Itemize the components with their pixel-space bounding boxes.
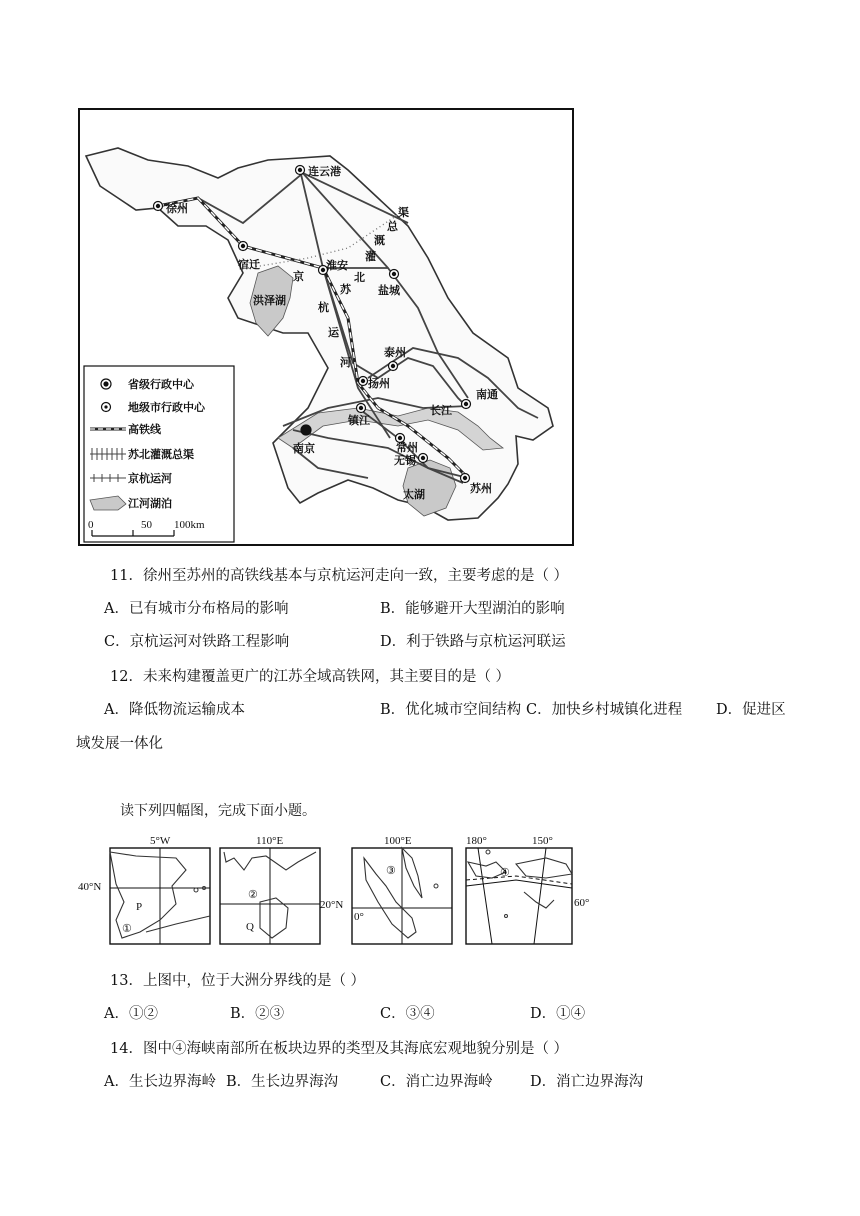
m1-lon: 5°W xyxy=(150,835,171,847)
q12-option-b[interactable]: B．优化城市空间结构 xyxy=(380,702,522,718)
q13-option-a[interactable]: A．①② xyxy=(104,1006,158,1022)
m3-num: ③ xyxy=(386,865,396,877)
q12-option-d-continuation: 域发展一体化 xyxy=(76,736,163,752)
city-yangzhou: 扬州 xyxy=(368,377,390,390)
city-changzhou: 常州 xyxy=(396,441,418,454)
four-small-maps xyxy=(76,828,606,950)
scale-zero: 0 xyxy=(88,519,94,531)
m4-lon1: 180° xyxy=(466,835,487,847)
legend-lakes: 江河湖泊 xyxy=(128,497,172,510)
canal-char-1: 京 xyxy=(293,270,304,283)
q13-stem: 13．上图中，位于大洲分界线的是（ ） xyxy=(110,973,366,989)
q11-option-a[interactable]: A．已有城市分布格局的影响 xyxy=(104,601,289,617)
scale-end: 100km xyxy=(174,519,205,531)
scale-mid: 50 xyxy=(141,519,152,531)
m1-lat: 40°N xyxy=(78,881,102,893)
small-map-4 xyxy=(466,835,589,944)
m3-lat: 0° xyxy=(354,911,364,923)
m4-lat: 60° xyxy=(574,897,590,909)
q14-stem: 14．图中④海峡南部所在板块边界的类型及其海底宏观地貌分别是（ ） xyxy=(110,1041,569,1057)
city-lianyungang: 连云港 xyxy=(308,165,341,178)
subei-char-4: 溉 xyxy=(374,234,385,247)
q14-option-a[interactable]: A．生长边界海岭 xyxy=(104,1074,216,1090)
subei-char-3: 灌 xyxy=(365,250,376,263)
city-nantong: 南通 xyxy=(476,388,498,401)
q11-option-b[interactable]: B．能够避开大型湖泊的影响 xyxy=(380,601,565,617)
q14-option-b[interactable]: B．生长边界海沟 xyxy=(226,1074,339,1090)
city-taizhou: 泰州 xyxy=(384,346,406,359)
q12-option-a[interactable]: A．降低物流运输成本 xyxy=(104,702,245,718)
q14-option-c[interactable]: C．消亡边界海岭 xyxy=(380,1074,493,1090)
city-nanjing: 南京 xyxy=(293,442,315,455)
subei-char-1: 苏 xyxy=(340,283,351,296)
q11-stem: 11．徐州至苏州的高铁线基本与京杭运河走向一致，主要考虑的是（ ） xyxy=(110,568,569,584)
city-wuxi: 无锡 xyxy=(394,454,416,467)
q14-option-d[interactable]: D．消亡边界海沟 xyxy=(530,1074,644,1090)
m1-num: ① xyxy=(122,923,132,935)
m4-num: ④ xyxy=(500,867,510,879)
small-map-2 xyxy=(220,835,343,944)
legend-prefecture: 地级市行政中心 xyxy=(128,401,205,414)
legend-provincial: 省级行政中心 xyxy=(128,378,194,391)
canal-char-4: 河 xyxy=(340,356,351,369)
city-huaian: 淮安 xyxy=(326,259,348,272)
intro-text: 读下列四幅图，完成下面小题。 xyxy=(120,803,316,819)
map-legend xyxy=(84,366,234,542)
city-xuzhou: 徐州 xyxy=(166,202,188,215)
q11-option-c[interactable]: C．京杭运河对铁路工程影响 xyxy=(104,634,290,650)
subei-char-2: 北 xyxy=(354,271,365,284)
city-suzhou: 苏州 xyxy=(470,482,492,495)
canal-char-2: 杭 xyxy=(318,301,329,314)
jiangsu-map xyxy=(78,108,574,548)
m2-lon: 110°E xyxy=(256,835,284,847)
legend-grand-canal: 京杭运河 xyxy=(128,472,172,485)
q12-option-c[interactable]: C．加快乡村城镇化进程 xyxy=(526,702,683,718)
m2-lat: 20°N xyxy=(320,899,344,911)
m2-num: ② xyxy=(248,889,258,901)
legend-hsr: 高铁线 xyxy=(128,423,161,436)
city-suqian: 宿迁 xyxy=(238,258,260,271)
small-map-3 xyxy=(352,835,452,944)
m1-p: P xyxy=(136,901,143,913)
legend-subei: 苏北灌溉总渠 xyxy=(128,448,194,461)
q13-option-b[interactable]: B．②③ xyxy=(230,1006,285,1022)
subei-char-5: 总 xyxy=(387,220,398,233)
canal-char-3: 运 xyxy=(328,326,339,339)
q13-option-c[interactable]: C．③④ xyxy=(380,1006,435,1022)
q11-option-d[interactable]: D．利于铁路与京杭运河联运 xyxy=(380,634,566,650)
q13-option-d[interactable]: D．①④ xyxy=(530,1006,586,1022)
m2-q: Q xyxy=(246,921,254,933)
label-taihu: 太湖 xyxy=(403,488,425,501)
m4-lon2: 150° xyxy=(532,835,553,847)
label-hongze: 洪泽湖 xyxy=(253,294,286,307)
m3-lon: 100°E xyxy=(384,835,412,847)
city-yancheng: 盐城 xyxy=(378,284,400,297)
subei-char-6: 渠 xyxy=(398,206,409,219)
city-zhenjiang: 镇江 xyxy=(348,414,370,427)
q12-option-d[interactable]: D．促进区 xyxy=(716,702,786,718)
label-changjiang: 长江 xyxy=(430,404,452,417)
q12-stem: 12．未来构建覆盖更广的江苏全域高铁网，其主要目的是（ ） xyxy=(110,669,511,685)
small-map-1 xyxy=(78,835,210,944)
